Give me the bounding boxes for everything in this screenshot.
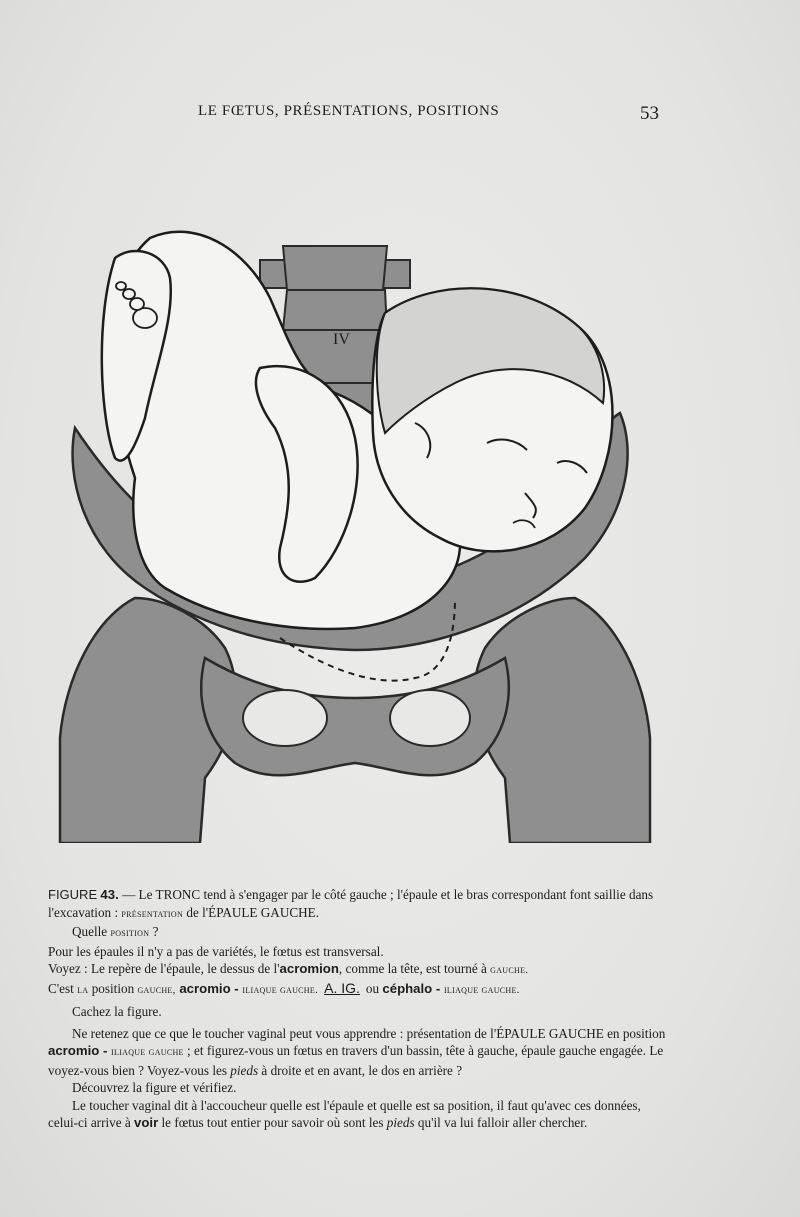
fetus-head: [372, 288, 612, 551]
voyez-small-caps: gauche.: [490, 964, 529, 976]
retenez-italic: pieds: [230, 1062, 259, 1078]
cest-small-caps-2: gauche,: [137, 983, 176, 996]
cest-bold-2: céphalo -: [382, 980, 444, 996]
paragraph-cest: [48, 980, 670, 1000]
toucher-text-3: qu'il va lui falloir aller chercher.: [414, 1115, 588, 1130]
cest-text: C'est: [48, 980, 78, 996]
paragraph-decouvrez: Découvrez la figure et vérifiez.: [72, 1080, 237, 1095]
voyez-text: Voyez : Le repère de l'épaule, le dessus de l': [48, 961, 280, 976]
page-number: 53: [640, 103, 659, 124]
cest-small-caps-1: la: [77, 983, 89, 996]
paragraph-voyez: [48, 960, 670, 980]
cest-abbreviation: A. IG.: [324, 979, 360, 996]
caption-label: FIGURE: [48, 887, 98, 902]
retenez-text-3: à droite et en avant, le dos en arrière ?: [258, 1062, 463, 1078]
voyez-text-2: , comme la tête, est tourné à: [338, 961, 491, 976]
cest-text-3: ou: [365, 980, 383, 996]
text-block: [48, 886, 670, 1132]
cest-text-2: position: [88, 980, 138, 996]
caption-number: 43.: [100, 887, 119, 902]
caption-small-caps: présentation: [121, 907, 184, 920]
paragraph-varieties: Pour les épaules il n'y a pas de variétés, le fœtus est transversal.: [48, 943, 384, 959]
question-text: Quelle: [72, 924, 111, 939]
toucher-text-2: le fœtus tout entier pour savoir où sont les: [158, 1115, 387, 1130]
question-mark: ?: [149, 924, 159, 939]
caption-text-1: — Le TRONC tend à s'engager par le côté gauche ; l'épaule et le bras correspondant font saillie dans l'excavation :: [48, 887, 654, 920]
paragraph-retenez: [48, 1025, 670, 1080]
question-position: [48, 923, 670, 943]
cest-small-caps-4: iliaque gauche.: [443, 983, 520, 996]
retenez-text: Ne retenez que ce que le toucher vaginal peut vous apprendre : présentation de l'ÉPAULE GAUCHE en position: [72, 1025, 666, 1041]
paragraph-toucher: [48, 1097, 670, 1132]
retenez-text-2: ; et figurez-vous un fœtus en travers d'un bassin, tête à gauche, épaule gauche engagée. Le voyez-vous bien ? Voyez-vous les: [48, 1043, 664, 1078]
question-small-caps: position: [110, 927, 150, 939]
voyez-bold: acromion: [279, 961, 339, 976]
retenez-small-caps: iliaque gauche: [111, 1046, 184, 1058]
fetus-pelvis-illustration: [55, 218, 655, 843]
caption-text-2: de l'ÉPAULE GAUCHE.: [183, 904, 320, 920]
toucher-bold: voir: [134, 1115, 159, 1130]
retenez-bold: acromio -: [48, 1043, 112, 1058]
running-head: LE FŒTUS, PRÉSENTATIONS, POSITIONS: [198, 103, 500, 119]
figure-caption: [48, 886, 670, 923]
cest-small-caps-3: iliaque gauche.: [242, 983, 319, 996]
paragraph-cachez: Cachez la figure.: [72, 1004, 162, 1019]
toucher-text: Le toucher vaginal dit à l'accoucheur quelle est l'épaule et quelle est sa position, il faut qu'avec ces données, celui-ci arrive à: [48, 1097, 641, 1130]
cest-bold-1: acromio -: [175, 980, 243, 996]
toucher-italic: pieds: [386, 1115, 415, 1130]
figure-illustration: [55, 218, 655, 843]
vertebra-label: IV: [333, 331, 350, 348]
